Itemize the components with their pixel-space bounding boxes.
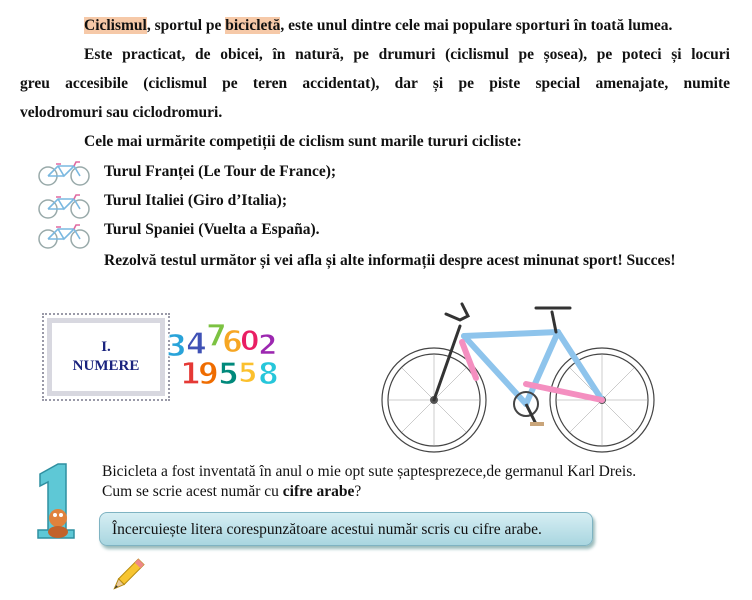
question-line-2: Cum se scrie acest număr cu cifre arabe? (102, 483, 362, 500)
word-ciclismul: Ciclismul (84, 17, 147, 34)
race-item-spain: Turul Spaniei (Vuelta a España). (104, 221, 320, 238)
section-title: NUMERE (72, 358, 140, 374)
race-item-italy: Turul Italiei (Giro d’Italia); (104, 192, 287, 209)
intro-line-4: velodromuri sau ciclodromuri. (20, 104, 223, 121)
svg-text:6: 6 (222, 325, 243, 360)
svg-text:7: 7 (206, 319, 227, 354)
intro-line-5: Cele mai urmărite competiții de ciclism sunt marile tururi cicliste: (84, 133, 522, 150)
svg-text:8: 8 (258, 357, 279, 388)
svg-text:1: 1 (180, 357, 201, 388)
intro-line-3: greu accesibile (ciclismul pe teren accidentat), dar și pe piste special amenajate, numite (20, 75, 730, 92)
small-bicycle-icon (36, 223, 92, 249)
bicycle-illustration (376, 296, 662, 456)
task-instruction-box: Încercuiește litera corespunzătoare acestui număr scris cu cifre arabe. (99, 512, 593, 546)
encouragement-text: Rezolvă testul următor și vei afla și alte informații despre acest minunat sport! Succes! (104, 252, 676, 269)
keyword-cifre-arabe: cifre arabe (282, 483, 355, 500)
section-heading (47, 338, 165, 376)
question-line-1: Bicicleta a fost inventată în anul o mie opt sute șaptesprezece,de germanul Karl Dreis. (102, 463, 637, 480)
pencil-icon (106, 556, 148, 596)
intro-line-2: Este practicat, de obicei, în natură, pe drumuri (ciclismul pe șosea), pe poteci și locuri (84, 46, 730, 63)
section-roman-numeral: I. (101, 339, 111, 355)
svg-text:9: 9 (198, 357, 219, 388)
intro-line-1: Ciclismul, sportul pe bicicletă, este unul dintre cele mai populare sporturi în toată lumea. (84, 17, 673, 34)
svg-text:0: 0 (240, 324, 260, 357)
word-bicicleta: bicicletă (225, 17, 281, 34)
svg-text:4: 4 (186, 327, 207, 362)
numbers-clipart-icon (160, 316, 290, 388)
svg-text:5: 5 (238, 356, 258, 388)
svg-text:3: 3 (166, 329, 187, 364)
svg-text:2: 2 (258, 328, 278, 361)
small-bicycle-icon (36, 193, 92, 219)
svg-text:5: 5 (218, 357, 239, 388)
number-one-mascot-icon (30, 460, 80, 542)
small-bicycle-icon (36, 160, 92, 186)
section-heading-box (40, 311, 172, 403)
race-item-france: Turul Franței (Le Tour de France); (104, 163, 337, 180)
